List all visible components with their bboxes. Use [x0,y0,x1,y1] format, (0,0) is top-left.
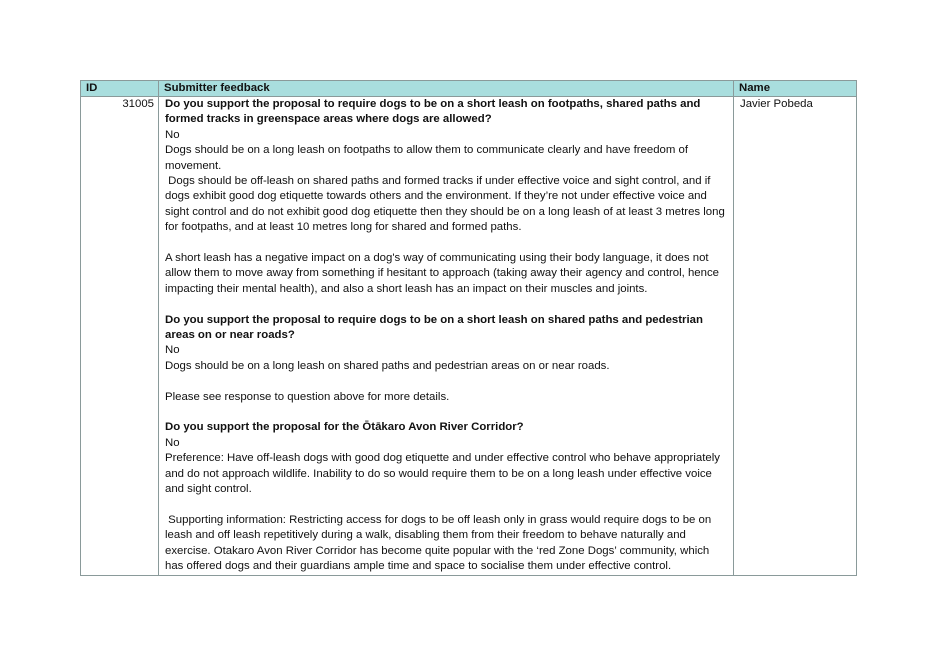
answer-text: Supporting information: Restricting access for dogs to be off leash only in grass would require dogs to be on leash and off leash repetitively during a walk, disabling them from their freedom to behave naturally and exercise. Otakaro Avon River Corridor has become quite popular with the ‘red Zone Dogs’ community, which has offered dogs and their guardians ample time and space to socialise them under effective control. [165,513,715,573]
question-text: Do you support the proposal to require dogs to be on a short leash on footpaths, shared paths and formed tracks in greenspace areas where dogs are allowed? [165,98,704,126]
submitter-name: Javier Pobeda [734,97,857,576]
answer-text: No [165,436,180,449]
paragraph-spacer [165,405,729,420]
table-header-row [81,81,857,97]
answer-text: Preference: Have off-leash dogs with good dog etiquette and under effective control who behave appropriately and do not approach wildlife. Inability to do so would require them to be on a long leash under effective voice and sight control. [165,452,724,496]
header-submitter-feedback: Submitter feedback [159,81,734,97]
answer-text: Dogs should be on a long leash on shared paths and pedestrian areas on or near roads. [165,359,610,372]
table-row [81,97,857,576]
feedback-cell [159,97,734,576]
paragraph-spacer [165,236,729,251]
answer-text: Dogs should be on a long leash on footpaths to allow them to communicate clearly and have freedom of movement. [165,144,692,172]
answer-text: A short leash has a negative impact on a dog's way of communicating using their body language, it does not allow them to move away from something if hesitant to approach (taking away their agency and control, hence impacting their mental health), and also a short leash has an impact on their muscles and joints. [165,252,723,295]
paragraph-spacer [165,297,729,312]
question-text: Do you support the proposal to require dogs to be on a short leash on shared paths and pedestrian areas on or near roads? [165,313,707,342]
answer-text: Please see response to question above for more details. [165,390,450,403]
paragraph-spacer [165,498,729,513]
feedback-table [80,80,857,576]
paragraph-spacer [165,374,729,389]
submission-id: 31005 [81,97,159,576]
header-id: ID [81,81,159,97]
answer-text: No [165,128,180,141]
header-name: Name [734,81,857,97]
answer-text: No [165,344,180,357]
question-text: Do you support the proposal for the Ōtākaro Avon River Corridor? [165,421,524,434]
answer-text: Dogs should be off-leash on shared paths and formed tracks if under effective voice and sight control, and if dogs exhibit good dog etiquette towards others and the environment. If they’re not under effective voice and sight control and do not exhibit good dog etiquette then they should be on a long leash of at least 3 metres long for footpaths, and at least 10 metres long for shared and formed paths. [165,175,728,234]
